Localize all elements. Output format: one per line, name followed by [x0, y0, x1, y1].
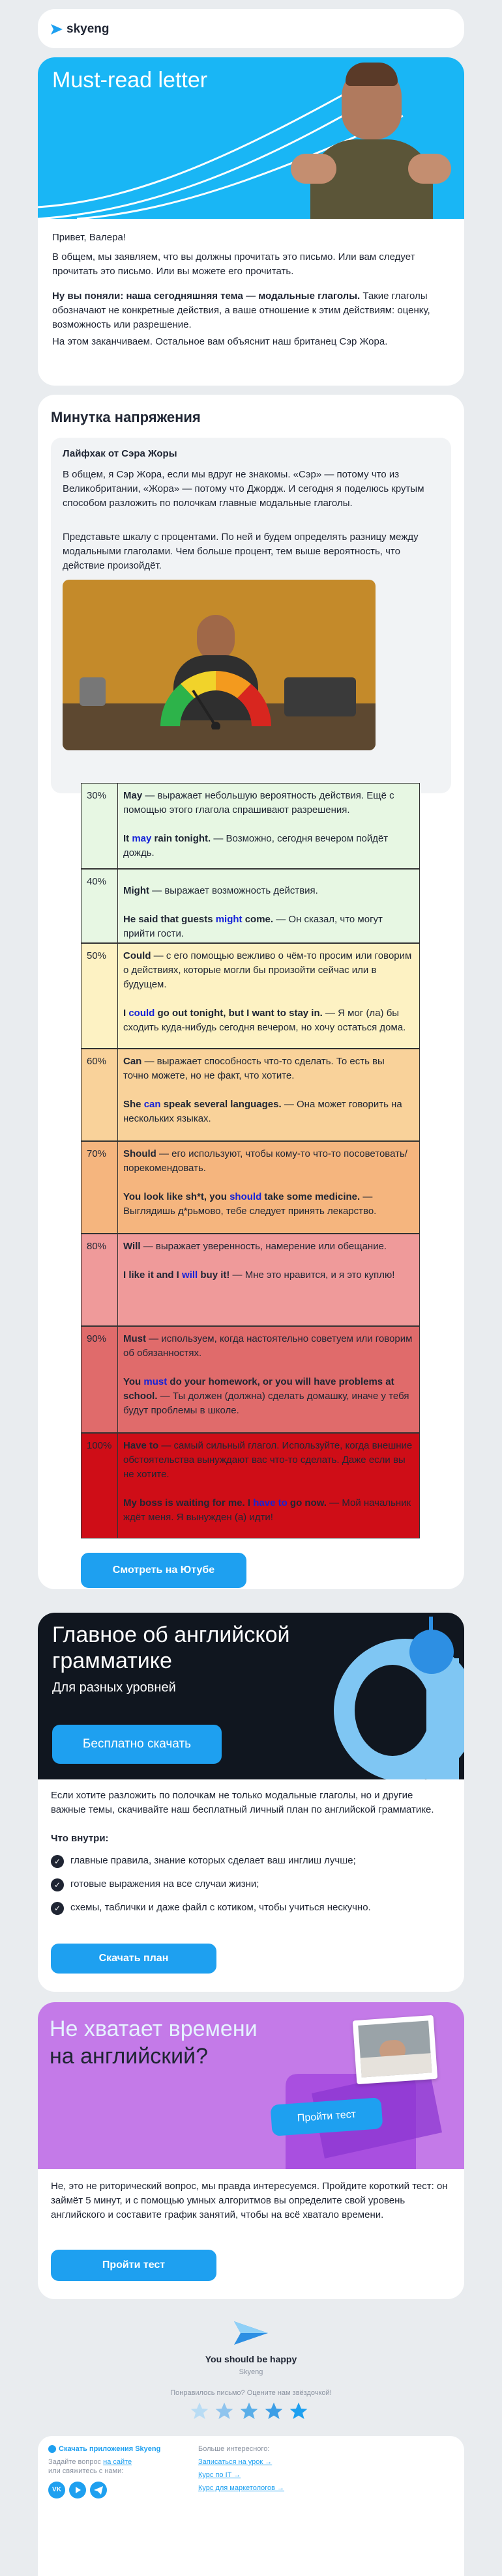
modal-description: — с его помощью вежливо о чём-то просим или говорим о действиях, которые могли бы произойти сейчас или в будущем.: [123, 950, 412, 990]
help-text-pre: Задайте вопрос: [48, 2458, 104, 2466]
footer-brand: Skyeng: [239, 2368, 263, 2376]
modal-word: Could: [123, 950, 151, 961]
modal-word: Have to: [123, 1440, 159, 1451]
example-translation: — Я мог (ла) бы сходить куда-нибудь сегодня вечером, но хочу остаться дома.: [123, 1008, 406, 1033]
test-banner-title-line-2: на английский?: [50, 2044, 209, 2069]
test-description: Не, это не риторический вопрос, мы правда интересуемся. Пройдите короткий тест: он займёт 5 минут, и с помощью умных алгоритмов вы определите свой уровень английского и составите график занятий, чтобы на всё хватало времени.: [51, 2181, 448, 2220]
modal-description: — используем, когда настоятельно советуем или говорим об обязанностях.: [123, 1333, 413, 1359]
help-text-line-2: или свяжитесь с нами:: [48, 2467, 124, 2475]
letter-a-graphic: [295, 1613, 464, 1779]
take-test-button[interactable]: Пройти тест: [51, 2250, 216, 2281]
scale-row-body: [123, 1439, 413, 1539]
star-1-icon[interactable]: [189, 2401, 210, 2422]
scale-percent: 80%: [81, 1234, 118, 1325]
scale-row-80: [81, 1234, 420, 1326]
check-icon: ✓: [51, 1855, 64, 1868]
plan-item: [51, 1854, 450, 1869]
modal-description: — его используют, чтобы кому-то что-то посоветовать/порекомендовать.: [123, 1148, 407, 1174]
example-modal: can: [143, 1099, 161, 1110]
example-start: I like it and I: [123, 1269, 183, 1281]
modal-word: Should: [123, 1148, 156, 1159]
modal-scale-table: [38, 395, 464, 1589]
plan-intro: Если хотите разложить по полочкам не только модальные глаголы, но и другие важные темы, скачивайте наш бесплатный личный план по английской грамматике.: [51, 1790, 434, 1815]
scale-row-70: [81, 1141, 420, 1234]
example-start: It: [123, 833, 132, 844]
example-end: buy it!: [198, 1269, 230, 1281]
example-translation: — Он сказал, что могут прийти гости.: [123, 914, 383, 939]
example-end: take some medicine.: [261, 1191, 361, 1202]
hero-title: Must-read letter: [52, 68, 208, 92]
modal-word: Will: [123, 1241, 141, 1252]
modal-verbs-card: [38, 395, 464, 1589]
modal-description: — самый сильный глагол. Используйте, когда внешние обстоятельства вынуждают вас что-то сделать. Даже если вы не хотите.: [123, 1440, 413, 1480]
vk-icon[interactable]: VK: [48, 2482, 65, 2498]
sleeping-photo: [353, 2015, 438, 2084]
section-title: Минутка напряжения: [51, 409, 201, 425]
example-translation: — Возможно, сегодня вечером пойдёт дождь.: [123, 833, 389, 858]
modal-word: Can: [123, 1056, 142, 1067]
logo-icon: [50, 23, 64, 36]
example-modal: should: [229, 1191, 262, 1202]
header-card: [38, 9, 464, 48]
example-start: You look like sh*t, you: [123, 1191, 230, 1202]
scale-row-40: [81, 869, 420, 943]
footer-link-marketing[interactable]: Курс для маркетологов →: [198, 2484, 285, 2492]
example-translation: — Она может говорить на нескольких языках.: [123, 1099, 402, 1124]
check-icon: ✓: [51, 1902, 64, 1915]
test-banner: [38, 2002, 464, 2169]
intro-card: [38, 57, 464, 386]
example-end: rain tonight.: [151, 833, 211, 844]
test-card: [38, 2002, 464, 2299]
intro-paragraph-1: В общем, мы заявляем, что вы должны прочитать это письмо. Или вам следует прочитать это письмо. Или вы можете его прочитать.: [52, 251, 415, 277]
scale-row-body: [123, 789, 413, 875]
scale-row-100: [81, 1433, 420, 1538]
modal-word: May: [123, 790, 143, 801]
modal-description: — выражает возможность действия.: [149, 885, 318, 896]
scale-percent: 40%: [81, 870, 118, 942]
plan-item: [51, 1877, 450, 1893]
example-start: You: [123, 1376, 144, 1387]
footer-card: [38, 2436, 464, 2576]
grammar-plan-card: [38, 1613, 464, 1992]
example-start: My boss is waiting for me. I: [123, 1497, 254, 1508]
grammar-banner-title-line-2: грамматике: [52, 1649, 172, 1673]
hero-banner: [38, 57, 464, 219]
download-plan-button[interactable]: Скачать план: [51, 1944, 216, 1974]
banner-take-test-button[interactable]: Пройти тест: [271, 2097, 383, 2136]
scale-row-30: [81, 783, 420, 869]
example-start: She: [123, 1099, 144, 1110]
scale-percent: 30%: [81, 784, 118, 868]
scale-row-body: [123, 1332, 413, 1432]
help-site-link[interactable]: на сайте: [103, 2458, 132, 2466]
plan-item-text: готовые выражения на все случаи жизни;: [70, 1878, 259, 1890]
star-3-icon[interactable]: [239, 2401, 259, 2422]
skyeng-logo-icon: [231, 2319, 271, 2347]
greeting: Привет, Валера!: [52, 232, 126, 243]
plan-item-text: схемы, таблички и даже файл с котиком, чтобы учиться нескучно.: [70, 1902, 371, 1913]
example-translation: — Выглядишь д*рьмово, тебе следует принять лекарство.: [123, 1191, 377, 1217]
scale-row-body: [123, 1239, 413, 1297]
scale-percent: 90%: [81, 1327, 118, 1432]
grammar-banner-subtitle: Для разных уровней: [52, 1680, 176, 1695]
grammar-banner-title-line-1: Главное об английской: [52, 1622, 290, 1647]
example-modal: have to: [253, 1497, 288, 1508]
modal-description: — выражает небольшую вероятность действия. Ещё с помощью этого глагола спрашивают разрешения.: [123, 790, 394, 815]
plan-inside-title: Что внутри:: [51, 1833, 109, 1844]
example-end: do your homework, or you will have problems at school.: [123, 1376, 394, 1402]
star-2-icon[interactable]: [214, 2401, 235, 2422]
free-download-button[interactable]: Бесплатно скачать: [52, 1725, 222, 1764]
modal-description: — выражает способность что-то сделать. То есть вы точно можете, но не факт, что хотите.: [123, 1056, 385, 1081]
example-end: go out tonight, but I want to stay in.: [155, 1008, 323, 1019]
example-translation: — Мне это нравится, и я это куплю!: [229, 1269, 395, 1281]
footer-link-lesson[interactable]: Записаться на урок →: [198, 2458, 273, 2466]
topic-explanation: Такие глаголы обозначают не конкретные действия, а ваше отношение к этим действиям: оценку, возможность или разрешение.: [52, 290, 430, 330]
scale-row-90: [81, 1326, 420, 1433]
intro-paragraph-3: На этом заканчиваем. Остальное вам объяснит наш британец Сэр Жора.: [52, 336, 388, 347]
hero-person-photo: [291, 63, 451, 219]
more-title: Больше интересного:: [198, 2445, 270, 2453]
download-app-link[interactable]: Скачать приложения Skyeng: [59, 2445, 161, 2453]
plan-item-text: главные правила, знание которых сделает ваш инглиш лучше;: [70, 1855, 356, 1866]
star-4-icon[interactable]: [263, 2401, 284, 2422]
scale-row-60: [81, 1049, 420, 1141]
example-end: speak several languages.: [160, 1099, 282, 1110]
scale-percent: 50%: [81, 944, 118, 1048]
plan-item: [51, 1901, 450, 1931]
scale-row-50: [81, 943, 420, 1049]
test-banner-title-line-1: Не хватает времени: [50, 2017, 258, 2041]
example-modal: may: [132, 833, 152, 844]
example-translation: — Ты должен (должна) сделать домашку, иначе у тебя будут проблемы в школе.: [123, 1391, 409, 1416]
example-start: He said that guests: [123, 914, 216, 925]
example-start: I: [123, 1008, 129, 1019]
topic-statement: Ну вы поняли: наша сегодняшняя тема — модальные глаголы.: [52, 290, 361, 302]
telegram-icon[interactable]: [90, 2482, 107, 2498]
modal-word: Must: [123, 1333, 146, 1344]
rate-prompt: Понравилось письмо? Оцените нам звёздочкой!: [170, 2389, 332, 2397]
lifehack-paragraph-2: Представьте шкалу с процентами. По ней и будем определять разницу между модальными глаголами. Чем больше процент, тем выше вероятность, что действие произойдёт.: [63, 531, 419, 571]
scale-row-body: [123, 949, 413, 1049]
footer-slogan: You should be happy: [205, 2354, 297, 2364]
example-modal: might: [215, 914, 243, 925]
scale-percent: 60%: [81, 1049, 118, 1140]
scale-row-body: [123, 1054, 413, 1140]
modal-word: Might: [123, 885, 149, 896]
help-text-line-1: [48, 2458, 132, 2466]
logo-text: skyeng: [66, 22, 110, 36]
scale-percent: 70%: [81, 1142, 118, 1233]
example-modal: could: [128, 1008, 155, 1019]
example-modal: must: [143, 1376, 168, 1387]
apple-icon: [48, 2445, 56, 2453]
example-end: come.: [242, 914, 274, 925]
star-5-icon[interactable]: [288, 2401, 309, 2422]
modal-description: — выражает уверенность, намерение или обещание.: [140, 1241, 387, 1252]
scale-percent: 100%: [81, 1434, 118, 1538]
footer-link-it[interactable]: Курс по IT →: [198, 2471, 241, 2479]
example-translation: — Мой начальник ждёт меня. Я вынужден (а) идти!: [123, 1497, 411, 1523]
example-modal: will: [182, 1269, 198, 1281]
scale-row-body: [123, 1147, 413, 1233]
youtube-icon[interactable]: [69, 2482, 86, 2498]
lifehack-title: Лайфхак от Сэра Жоры: [63, 448, 177, 459]
watch-youtube-button[interactable]: Смотреть на Ютубе: [81, 1553, 246, 1588]
grammar-plan-banner: [38, 1613, 464, 1779]
intro-paragraph-2: [52, 289, 450, 332]
example-end: go now.: [287, 1497, 327, 1508]
check-icon: ✓: [51, 1878, 64, 1891]
lifehack-paragraph-1: В общем, я Сэр Жора, если мы вдруг не знакомы. «Сэр» — потому что из Великобритании, «Жора» — потому что Джордж. И сегодня я поделюсь крутым способом разложить по полочкам главные модальные глаголы.: [63, 469, 424, 509]
